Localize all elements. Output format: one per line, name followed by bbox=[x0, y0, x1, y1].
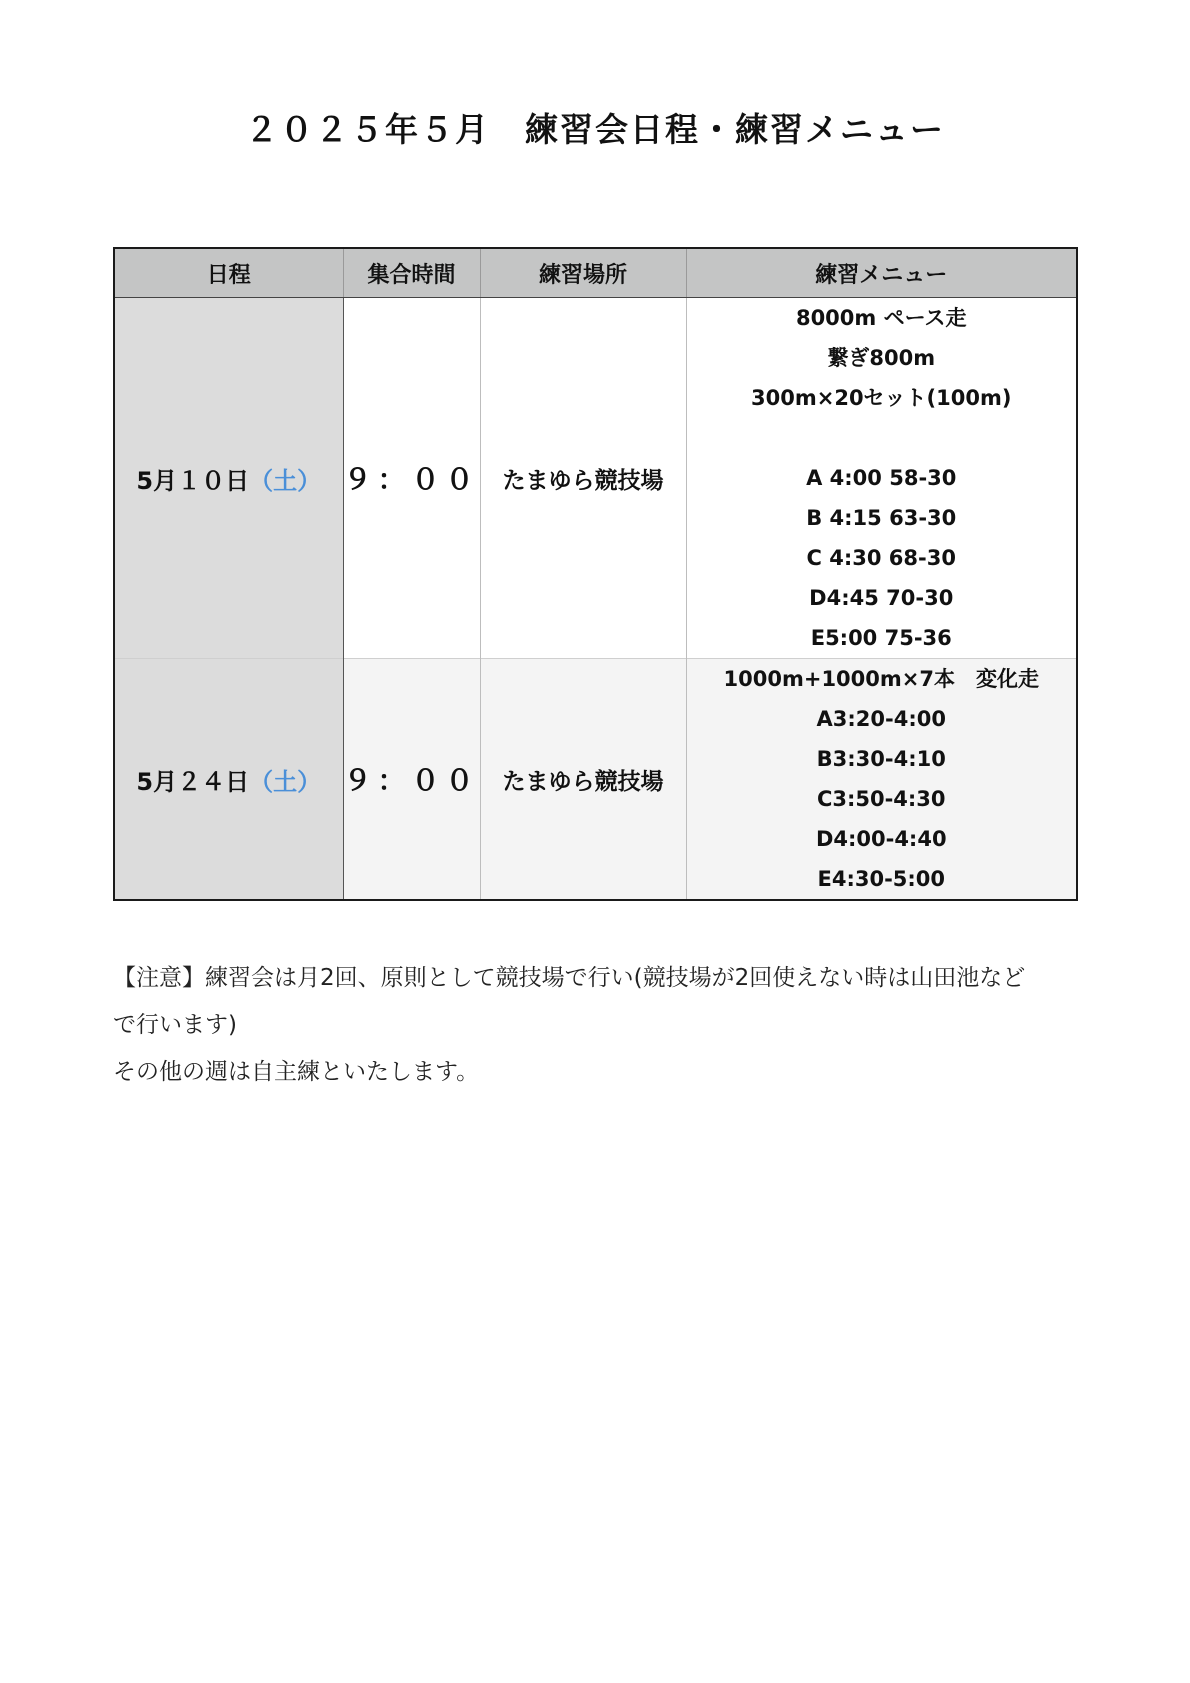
date-cell bbox=[114, 659, 343, 901]
date-cell bbox=[114, 298, 343, 659]
schedule-table bbox=[113, 247, 1078, 901]
date-text: 5月１０日 bbox=[136, 466, 250, 495]
menu-line: E4:30-5:00 bbox=[817, 867, 946, 891]
menu-cell bbox=[686, 659, 1077, 901]
notes-section bbox=[113, 955, 1083, 1096]
header-menu: 練習メニュー bbox=[686, 248, 1077, 298]
day-of-week: （土） bbox=[249, 466, 322, 495]
menu-line: A 4:00 58-30 bbox=[806, 466, 957, 490]
menu-line: C3:50-4:30 bbox=[816, 787, 946, 811]
table-row bbox=[114, 298, 1077, 659]
date-text: 5月２４日 bbox=[136, 767, 250, 796]
time-cell: ９：００ bbox=[343, 659, 480, 901]
day-of-week: （土） bbox=[249, 767, 322, 796]
menu-line: 1000m+1000m×7本 変化走 bbox=[723, 667, 1039, 691]
menu-line: 繋ぎ800m bbox=[827, 346, 936, 370]
table-header-row bbox=[114, 248, 1077, 298]
menu-line: D4:00-4:40 bbox=[815, 827, 947, 851]
place-cell: たまゆら競技場 bbox=[480, 298, 686, 659]
menu-line: B3:30-4:10 bbox=[816, 747, 946, 771]
menu-line: D4:45 70-30 bbox=[809, 586, 954, 610]
page-title: ２０２５年５月 練習会日程・練習メニュー bbox=[245, 110, 945, 149]
note-line: その他の週は自主練といたします。 bbox=[113, 1059, 480, 1085]
menu-line-blank bbox=[687, 418, 1077, 458]
note-line: で行います) bbox=[113, 1012, 237, 1038]
menu-line: A3:20-4:00 bbox=[816, 707, 946, 731]
header-time: 集合時間 bbox=[343, 248, 480, 298]
menu-line: C 4:30 68-30 bbox=[806, 546, 956, 570]
place-cell: たまゆら競技場 bbox=[480, 659, 686, 901]
menu-cell bbox=[686, 298, 1077, 659]
header-place: 練習場所 bbox=[480, 248, 686, 298]
time-cell: ９：００ bbox=[343, 298, 480, 659]
menu-line: 8000m ペース走 bbox=[795, 306, 967, 330]
menu-line: B 4:15 63-30 bbox=[806, 506, 957, 530]
table-row bbox=[114, 659, 1077, 901]
note-line: 【注意】練習会は月2回、原則として競技場で行い(競技場が2回使えない時は山田池など bbox=[113, 965, 1026, 991]
menu-line: 300m×20セット(100m) bbox=[751, 386, 1012, 410]
menu-line: E5:00 75-36 bbox=[810, 626, 952, 650]
header-date: 日程 bbox=[114, 248, 343, 298]
